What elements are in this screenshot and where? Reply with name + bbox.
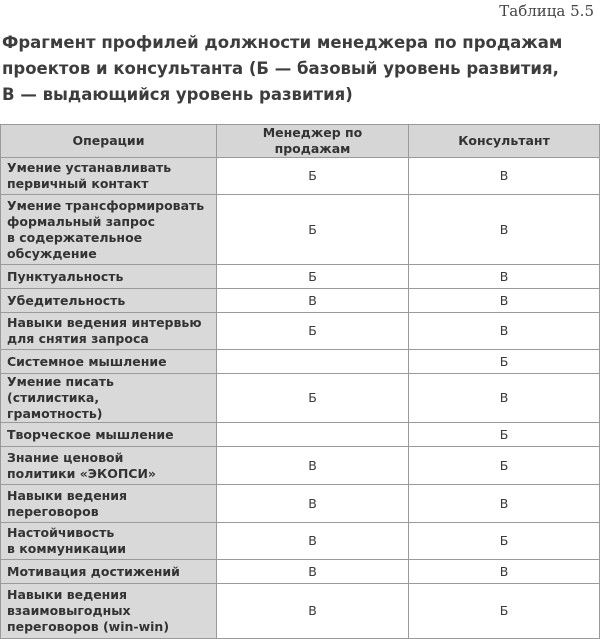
consultant-level-cell: Б	[409, 523, 600, 560]
operation-line: политики «ЭКОПСИ»	[7, 465, 156, 481]
operation-cell	[1, 584, 217, 639]
table-row	[1, 350, 600, 374]
operation-line: Умение писать (стилистика,	[7, 374, 114, 405]
profile-table	[0, 124, 600, 639]
consultant-level-cell: В	[409, 265, 600, 289]
caption-line: проектов и консультанта (Б — базовый уровень развития,	[2, 59, 559, 78]
header-row	[1, 125, 600, 158]
operation-line: грамотность)	[7, 406, 103, 421]
operation-cell	[1, 195, 217, 265]
operation-cell	[1, 485, 217, 523]
table-row	[1, 523, 600, 560]
consultant-level-cell: Б	[409, 447, 600, 485]
operation-line: Настойчивость	[7, 525, 115, 540]
operation-line: в содержательное	[7, 229, 143, 245]
operation-line: Мотивация достижений	[7, 563, 180, 579]
consultant-level-cell: В	[409, 158, 600, 195]
caption-line: Фрагмент профилей должности менеджера по продажам	[2, 33, 563, 52]
table-row	[1, 289, 600, 313]
table-caption	[2, 30, 598, 108]
table-row	[1, 560, 600, 584]
operation-line: Навыки ведения интервью	[7, 315, 202, 330]
operation-line: Навыки ведения	[7, 587, 128, 602]
manager-level-cell: В	[217, 584, 409, 639]
operation-line: Творческое мышление	[7, 426, 174, 442]
table-row	[1, 423, 600, 447]
operation-cell	[1, 350, 217, 374]
consultant-level-cell: В	[409, 560, 600, 584]
manager-level-cell: В	[217, 447, 409, 485]
header-operations: Операции	[1, 125, 217, 158]
operation-cell	[1, 423, 217, 447]
header-consultant: Консультант	[409, 125, 600, 158]
consultant-level-cell: В	[409, 289, 600, 313]
consultant-level-cell: В	[409, 195, 600, 265]
operation-line: в коммуникации	[7, 541, 127, 556]
operation-line: для снятия запроса	[7, 331, 149, 346]
table-row	[1, 447, 600, 485]
operation-line: Системное мышление	[7, 353, 167, 369]
consultant-level-cell: Б	[409, 584, 600, 639]
operation-cell	[1, 313, 217, 350]
operation-cell	[1, 523, 217, 560]
manager-level-cell: В	[217, 523, 409, 560]
operation-line: Умение трансформировать	[7, 197, 205, 213]
operation-line: Пунктуальность	[7, 268, 124, 284]
operation-cell	[1, 560, 217, 584]
operation-cell	[1, 289, 217, 313]
manager-level-cell: Б	[217, 313, 409, 350]
manager-level-cell: В	[217, 560, 409, 584]
operation-line: обсуждение	[7, 245, 97, 261]
table-row	[1, 584, 600, 639]
consultant-level-cell: В	[409, 313, 600, 350]
operation-cell	[1, 265, 217, 289]
table-row	[1, 374, 600, 423]
table-row	[1, 485, 600, 523]
operation-line: Знание ценовой	[7, 449, 124, 465]
operation-line: взаимовыгодных	[7, 603, 131, 618]
consultant-level-cell: В	[409, 485, 600, 523]
manager-level-cell: Б	[217, 158, 409, 195]
manager-level-cell: В	[217, 485, 409, 523]
operation-cell	[1, 447, 217, 485]
operation-cell	[1, 374, 217, 423]
operation-line: первичный контакт	[7, 176, 149, 191]
manager-level-cell	[217, 350, 409, 374]
header-manager: Менеджер по продажам	[217, 125, 409, 158]
table-row	[1, 265, 600, 289]
manager-level-cell	[217, 423, 409, 447]
operation-line: Умение устанавливать	[7, 160, 172, 175]
operation-line: формальный запрос	[7, 213, 155, 229]
consultant-level-cell: Б	[409, 350, 600, 374]
operation-line: переговоров	[7, 503, 99, 519]
operation-line: Убедительность	[7, 292, 126, 308]
table-number: Таблица 5.5	[499, 2, 594, 20]
operation-cell	[1, 158, 217, 195]
operation-line: Навыки ведения	[7, 487, 128, 503]
manager-level-cell: Б	[217, 195, 409, 265]
manager-level-cell: Б	[217, 374, 409, 423]
table-row	[1, 158, 600, 195]
operation-line: переговоров (win-win)	[7, 619, 170, 634]
manager-level-cell: Б	[217, 265, 409, 289]
caption-line: В — выдающийся уровень развития)	[2, 85, 353, 104]
manager-level-cell: В	[217, 289, 409, 313]
table-row	[1, 313, 600, 350]
table-row	[1, 195, 600, 265]
consultant-level-cell: Б	[409, 423, 600, 447]
consultant-level-cell: В	[409, 374, 600, 423]
